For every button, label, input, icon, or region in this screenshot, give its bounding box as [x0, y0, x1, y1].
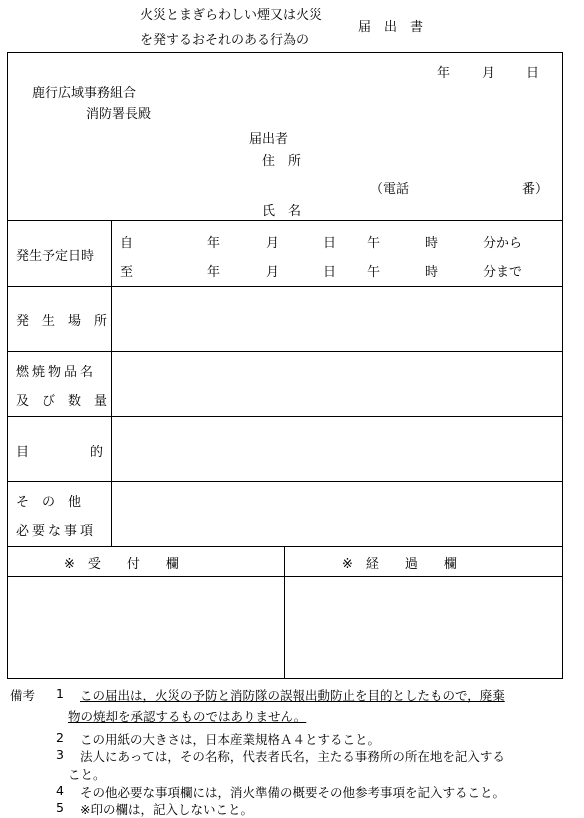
from-5: 時 — [425, 236, 439, 251]
to-1: 年 — [207, 265, 221, 280]
reception-right-label: ※ 経 過 欄 — [342, 557, 457, 572]
place-label: 発 生 場 所 — [16, 314, 108, 329]
from-1: 年 — [207, 236, 221, 251]
row-divider — [7, 546, 563, 547]
row-divider — [7, 220, 563, 221]
title-line1: 火災とまぎらわしい煙又は火災 — [140, 8, 323, 23]
address-label: 住 所 — [262, 154, 302, 169]
from-6: 分から — [483, 236, 523, 251]
remark-text-1a: この届出は，火災の予防と消防隊の誤報出動防止を目的としたもので，廃棄 — [80, 688, 505, 703]
from-0: 自 — [120, 236, 134, 251]
to-6: 分まで — [483, 265, 523, 280]
from-3: 日 — [323, 236, 337, 251]
date-month: 月 — [482, 66, 496, 81]
row-divider — [7, 351, 563, 352]
addressee-title: 消防署長殿 — [86, 107, 152, 122]
date-year: 年 — [437, 66, 451, 81]
row-divider — [7, 576, 563, 577]
to-2: 月 — [266, 265, 280, 280]
title-line2: を発するおそれのある行為の — [140, 33, 310, 48]
remark-num-1: 1 — [56, 686, 64, 701]
other-label-1: そ の 他 — [16, 495, 82, 510]
remark-text-5: ※印の欄は，記入しないこと。 — [80, 802, 253, 817]
purpose-label-b: 的 — [90, 445, 104, 460]
schedule-label: 発生予定日時 — [16, 249, 95, 264]
remark-text-4: その他必要な事項欄には，消火準備の概要その他参考事項を記入すること。 — [80, 785, 506, 800]
phone-close: 番） — [522, 182, 549, 197]
phone-open: （電話 — [370, 182, 410, 197]
remark-text-3a: 法人にあっては，その名称，代表者氏名，主たる事務所の所在地を記入する — [80, 749, 505, 764]
row-divider — [7, 481, 563, 482]
addressee-org: 鹿行広域事務組合 — [32, 86, 137, 101]
remark-num-2: 2 — [56, 730, 64, 745]
name-label: 氏 名 — [262, 204, 302, 219]
from-4: 午 — [367, 236, 381, 251]
reception-divider — [284, 546, 285, 679]
date-day: 日 — [526, 66, 540, 81]
remark-num-5: 5 — [56, 800, 64, 815]
to-0: 至 — [120, 265, 134, 280]
notifier-label: 届出者 — [249, 132, 289, 147]
title-main: 届 出 書 — [358, 20, 424, 35]
row-divider — [7, 416, 563, 417]
to-3: 日 — [323, 265, 337, 280]
remarks-heading: 備考 — [10, 688, 36, 703]
reception-left-label: ※ 受 付 欄 — [64, 557, 179, 572]
items-label-1: 燃焼物品名 — [16, 365, 97, 380]
from-2: 月 — [266, 236, 280, 251]
remark-num-3: 3 — [56, 747, 64, 762]
to-4: 午 — [367, 265, 381, 280]
remark-text-1b: 物の焼却を承認するものではありません。 — [68, 709, 307, 724]
other-label-2: 必要な事項 — [16, 524, 97, 539]
items-label-2: 及 び 数 量 — [16, 394, 108, 409]
remark-num-4: 4 — [56, 783, 64, 798]
purpose-label-a: 目 — [16, 445, 30, 460]
remark-text-2: この用紙の大きさは，日本産業規格Ａ４とすること。 — [80, 732, 381, 747]
remark-text-3b: こと。 — [68, 767, 106, 782]
row-divider — [7, 286, 563, 287]
to-5: 時 — [425, 265, 439, 280]
label-column-divider — [111, 220, 112, 546]
